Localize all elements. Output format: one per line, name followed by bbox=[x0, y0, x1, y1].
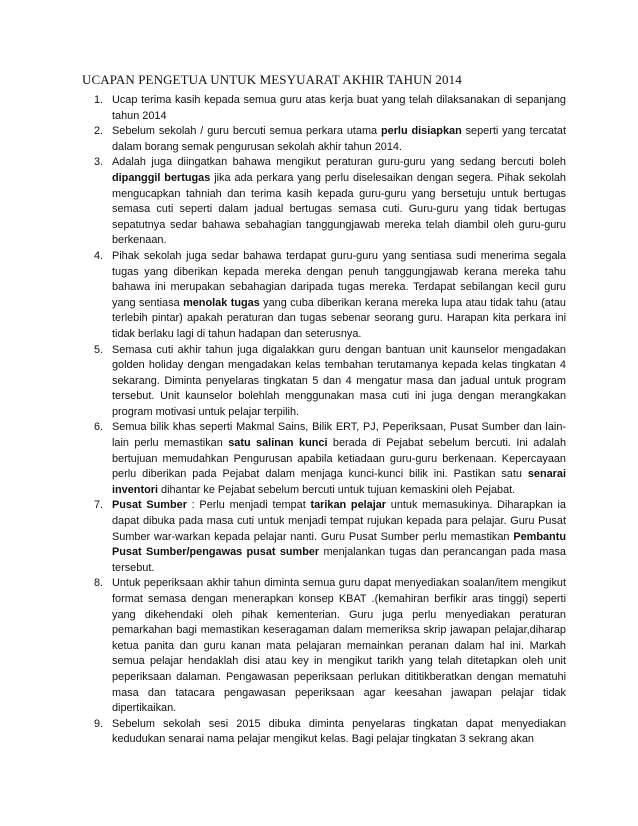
emphasized-text: menolak tugas bbox=[183, 296, 260, 309]
document-title: UCAPAN PENGETUA UNTUK MESYUARAT AKHIR TAHUN 2014 bbox=[82, 72, 462, 87]
item-text: seperti yang tercatat dalam borang semak pengurusan sekolah akhir tahun 2014. bbox=[112, 125, 567, 153]
item-text: Sebelum sekolah / guru bercuti semua perkara utama bbox=[112, 125, 381, 138]
list-item bbox=[82, 576, 566, 716]
item-number: 2. bbox=[94, 125, 104, 138]
list-item bbox=[82, 93, 566, 124]
emphasized-text: satu salinan kunci bbox=[228, 437, 328, 450]
item-number: 3. bbox=[94, 156, 104, 169]
item-number: 9. bbox=[94, 717, 104, 730]
item-text: untuk memasukinya. Diharapkan ia dapat dibuka pada masa cuti untuk menjadi tempat rujukan kepada para pelajar. Guru Pusat Sumber war-warkan kepada pelajar nanti. Guru Pusat Sumber perlu memastikan bbox=[112, 499, 566, 543]
item-text: jika ada perkara yang perlu diselesaikan dengan segera. Pihak sekolah mengucapkan tahniah dan terima kasih kepada guru-guru yang bersetuju untuk bertugas semasa cuti seperti dalam jadual bertugas semasa cuti. Guru-guru yang tidak bertugas sepatutnya sedar bahawa sebahagian tanggungjawab mereka telah diambil oleh guru-guru berkenaan. bbox=[112, 171, 566, 247]
item-number: 8. bbox=[94, 577, 104, 590]
item-text: Sebelum sekolah sesi 2015 dibuka diminta penyelaras tingkatan dapat menyediakan kedudukan senarai nama pelajar mengikut kelas. Bagi pelajar tingkatan 3 sekrang akan bbox=[112, 717, 566, 746]
item-number: 6. bbox=[94, 421, 104, 434]
emphasized-text: senarai inventori bbox=[112, 468, 566, 496]
list-item bbox=[82, 420, 566, 498]
item-text: berada di Pejabat sebelum bercuti. Ini adalah bertujuan memudahkan Pengurusan apabila ketiadaan guru-guru berkenaan. Kepercayaan perlu diberikan pada Pejabat dalam menjaga kunci-kunci bilik ini. Pastikan satu bbox=[112, 437, 566, 481]
list-item bbox=[82, 343, 566, 421]
item-text: : Perlu menjadi tempat bbox=[186, 499, 311, 512]
list-item bbox=[82, 717, 566, 748]
item-number: 1. bbox=[94, 94, 104, 106]
emphasized-text: dipanggil bertugas bbox=[112, 171, 211, 184]
item-text: yang cuba diberikan kerana mereka lupa atau tidak tahu (atau terlebih pintar) apakah peraturan dan tugas sebenar seorang guru. Harapan kita perkara ini tidak berlaku lagi di tahun hadapan dan seterusnya. bbox=[112, 296, 566, 340]
item-text: Adalah juga diingatkan bahawa mengikut peraturan guru-guru yang sedang bercuti boleh bbox=[112, 156, 566, 169]
list-item bbox=[82, 124, 566, 155]
emphasized-text: Pembantu Pusat Sumber/pengawas pusat sumber bbox=[112, 530, 566, 559]
item-text: Semasa cuti akhir tahun juga digalakkan guru dengan bantuan unit kaunselor mengadakan golden holiday dengan mengadakan kelas tembahan terutamanya kepada kelas tingkatan 4 sekarang. Diminta penyelaras tingkatan 5 dan 4 mengatur masa dan jadual untuk program tersebut. Unit kaunselor bolehlah menggunakan masa cuti ini juga dengan merangkakan program motivasi untuk pelajar terpilih. bbox=[112, 343, 566, 418]
item-text: Ucap terima kasih kepada semua guru atas kerja buat yang telah dilaksanakan di sepanjang tahun 2014 bbox=[112, 94, 566, 122]
item-text: Pihak sekolah juga sedar bahawa terdapat guru-guru yang sentiasa sudi menerima segala tugas yang diberikan kepada mereka dengan penuh tanggungjawab kerana mereka tahu bahawa ini merupakan sebahagian daripada tugas mereka. Terdapat sebilangan kecil guru yang sentiasa bbox=[112, 249, 566, 309]
item-text: menjalankan tugas dan perancangan pada masa tersebut. bbox=[112, 546, 566, 574]
list-item bbox=[82, 155, 566, 249]
emphasized-text: tarikan pelajar bbox=[310, 499, 387, 512]
numbered-list bbox=[82, 93, 566, 748]
emphasized-text: perlu disiapkan bbox=[380, 125, 462, 138]
item-text: dihantar ke Pejabat sebelum bercuti untuk tujuan kemaskini oleh Pejabat. bbox=[158, 483, 516, 496]
emphasized-text: Pusat Sumber bbox=[112, 499, 187, 512]
item-number: 4. bbox=[94, 249, 104, 262]
list-item bbox=[82, 498, 566, 576]
item-text: Untuk peperiksaan akhir tahun diminta semua guru dapat menyediakan soalan/item mengikut format semasa dengan menerapkan konsep KBAT .(kemahiran berfikir aras tinggi) seperti yang dikehendaki oleh pihak kementerian. Guru juga perlu menyediakan peraturan pemarkahan bagi memastikan keseragaman dalam memeriksa skrip jawapan pelajar,diharap ketua panita dan guru kanan mata pelajaran memainkan peranan dalam hal ini. Markah semua pelajar hendaklah disi atau key in mengikut tarikh yang telah ditetapkan oleh unit peperiksaan dalaman. Pengawasan peperiksaan perlukan dititikberatkan dengan mematuhi masa dan tatacara pengawasan peperiksaan agar keesahan jawapan pelajar tidak dipertikaikan. bbox=[112, 577, 566, 715]
item-number: 5. bbox=[94, 343, 104, 356]
item-number: 7. bbox=[94, 499, 104, 512]
item-text: Semua bilik khas seperti Makmal Sains, Bilik ERT, PJ, Peperiksaan, Pusat Sumber dan lain-lain perlu memastikan bbox=[112, 421, 566, 450]
list-item bbox=[82, 249, 566, 343]
